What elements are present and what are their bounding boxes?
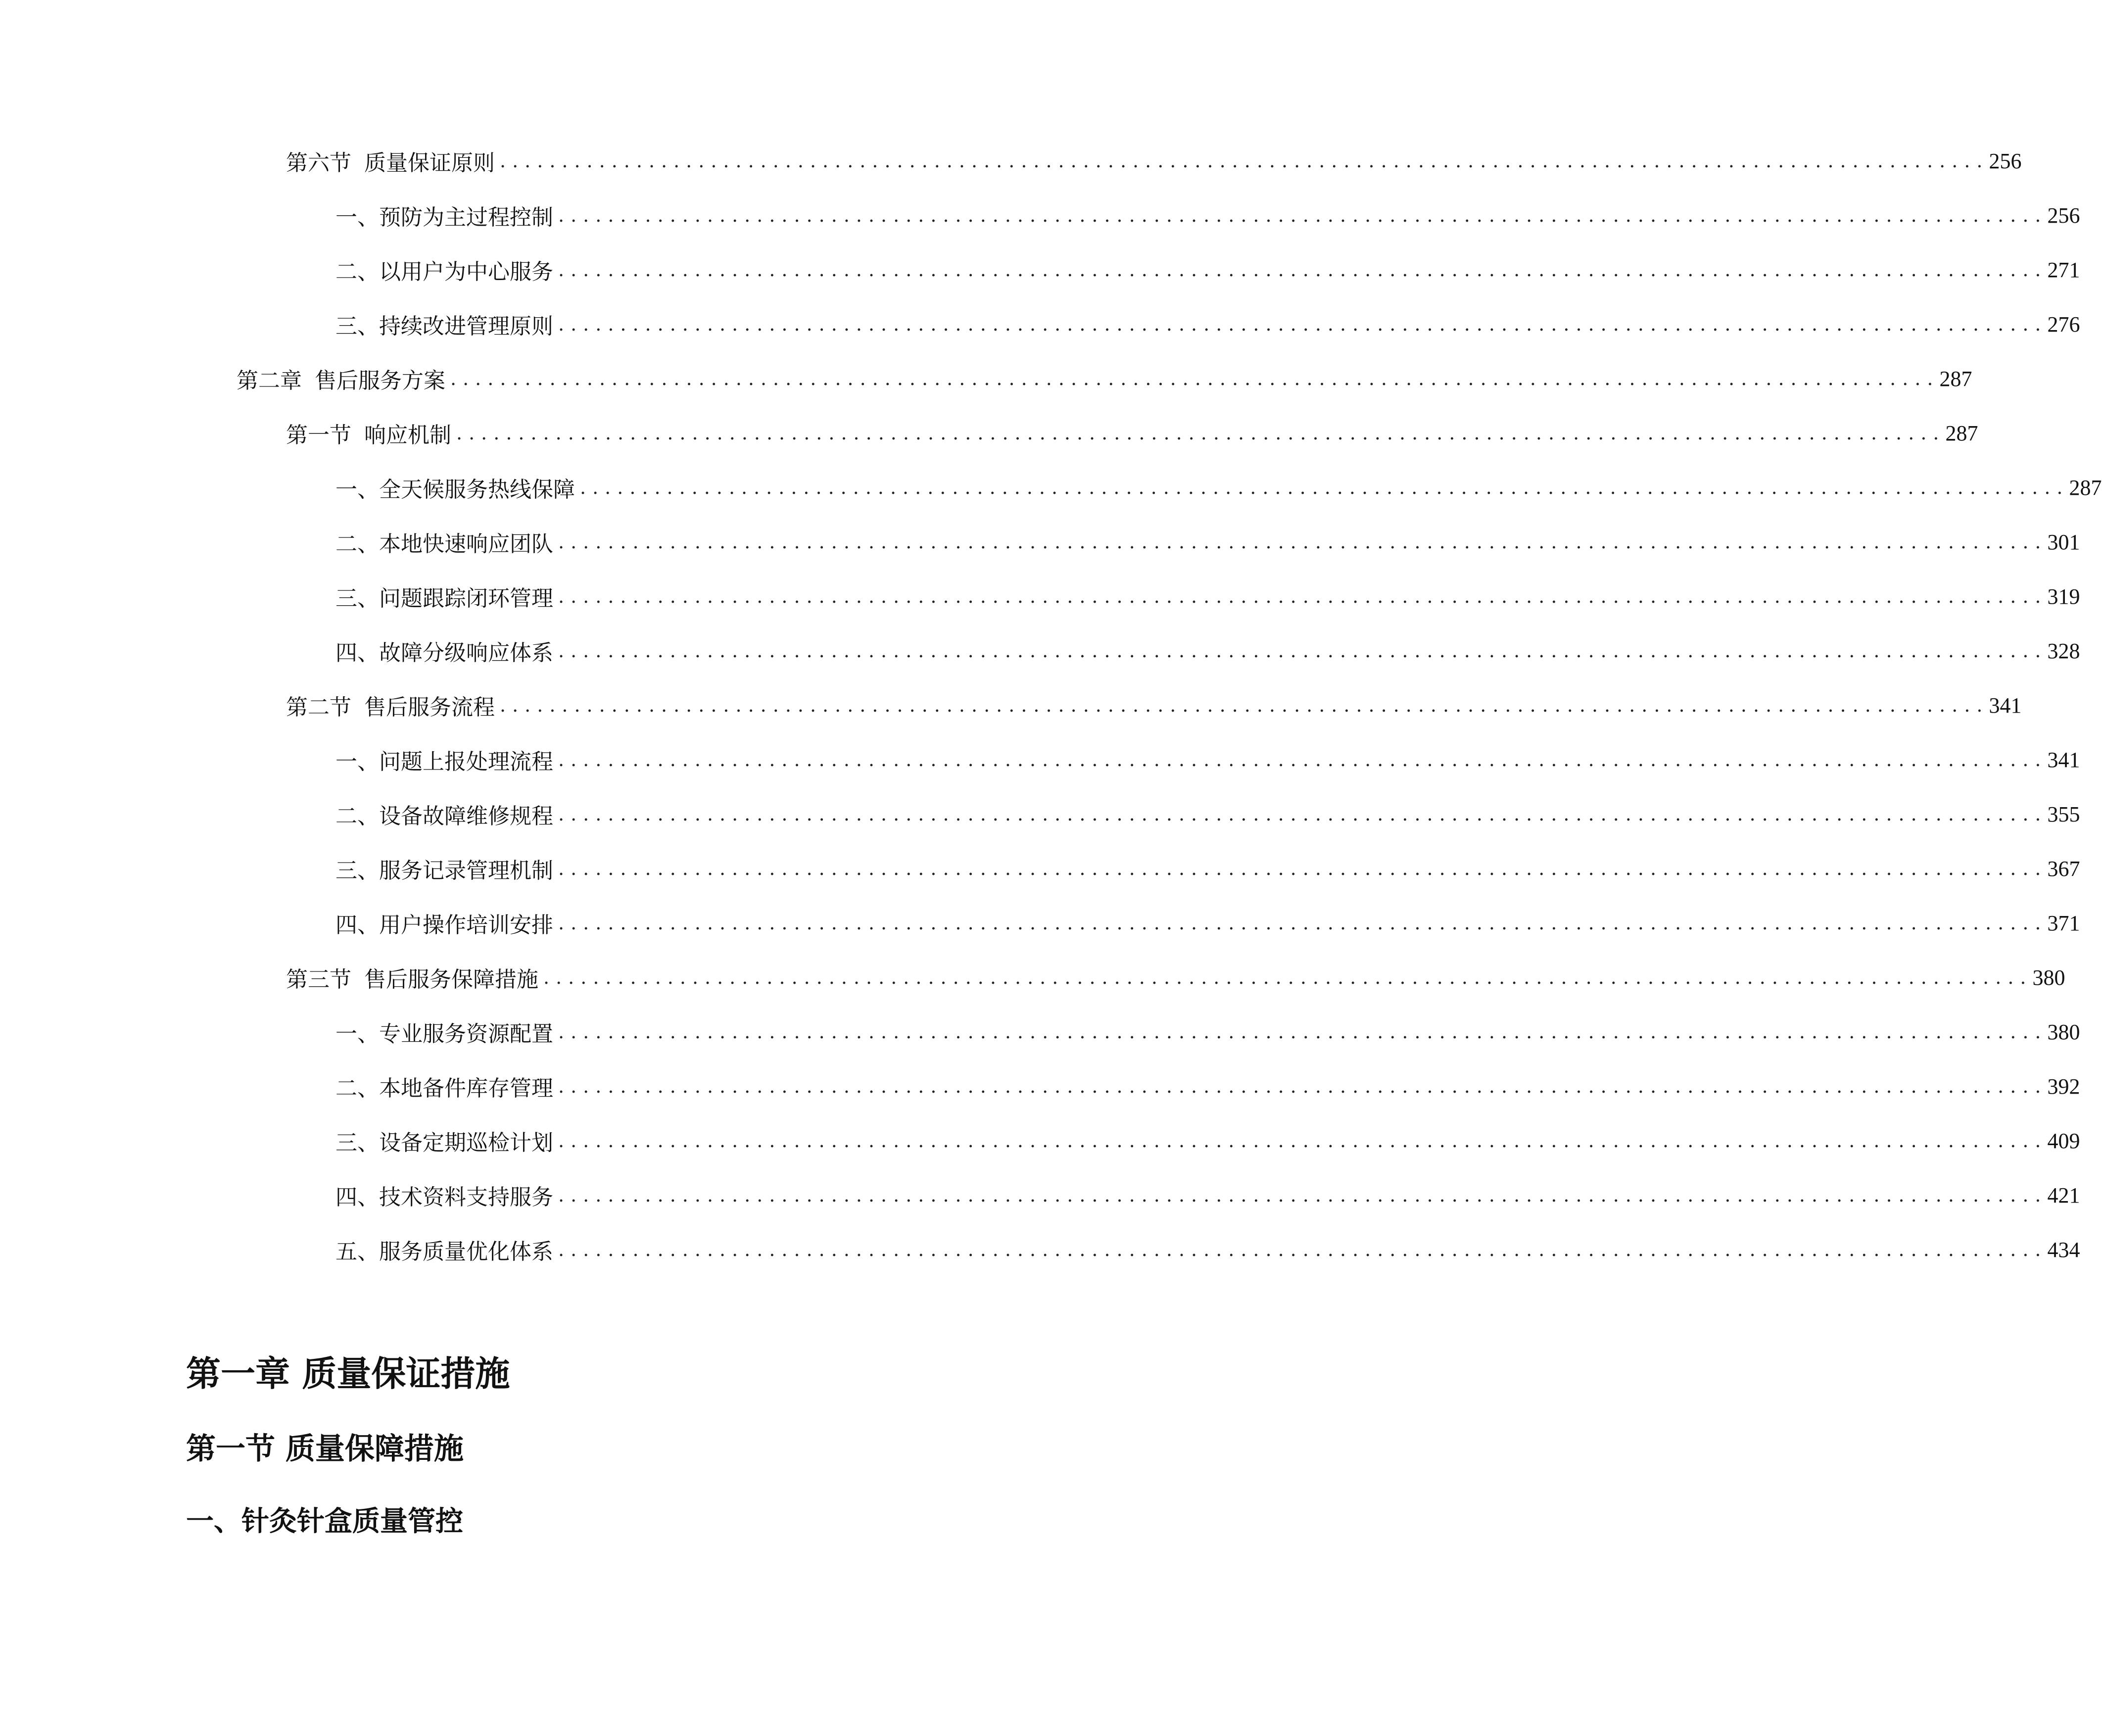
toc-entry-number: 一、 [335, 477, 379, 502]
toc-dot-leader: ........................................................................................................................ [558, 1239, 2048, 1260]
toc-page-number: 341 [1989, 693, 2022, 718]
toc-entry[interactable] [335, 525, 2080, 559]
toc-entry-title: 故障分级响应体系 [379, 640, 553, 666]
toc-entry-title: 技术资料支持服务 [379, 1185, 553, 1210]
toc-entry-title: 用户操作培训安排 [379, 913, 553, 938]
toc-entry[interactable] [335, 906, 2080, 940]
toc-page-number: 380 [2032, 965, 2065, 990]
toc-entry[interactable] [335, 797, 2080, 831]
toc-page-number: 271 [2047, 257, 2080, 282]
toc-entry-number: 二、 [335, 531, 379, 557]
toc-entry-number: 三、 [335, 586, 379, 611]
toc-entry[interactable] [286, 688, 2022, 723]
toc-entry-number: 二、 [335, 1076, 379, 1101]
toc-entry-title: 售后服务保障措施 [364, 967, 538, 992]
toc-entry[interactable] [286, 144, 2022, 178]
toc-dot-leader: ........................................................................................................................ [558, 858, 2048, 879]
toc-entry-title: 服务质量优化体系 [379, 1239, 553, 1264]
toc-section-label: 第二节 [286, 695, 351, 720]
toc-dot-leader: ........................................................................................................................ [543, 966, 2033, 988]
toc-section-label: 第六节 [286, 150, 351, 176]
toc-dot-leader: ........................................................................................................................ [500, 694, 1989, 716]
toc-dot-leader: ........................................................................................................................ [558, 1130, 2048, 1152]
subsection-heading: 一、针灸针盒质量管控 [186, 1505, 463, 1538]
toc-dot-leader: ........................................................................................................................ [580, 477, 2069, 498]
toc-entry-number: 五、 [335, 1239, 379, 1264]
toc-entry[interactable] [335, 307, 2080, 341]
toc-entry-number: 一、 [335, 205, 379, 230]
toc-entry-number: 四、 [335, 913, 379, 938]
toc-entry-title: 质量保证原则 [364, 150, 495, 176]
toc-entry[interactable] [286, 960, 2065, 995]
toc-entry-number: 三、 [335, 1130, 379, 1156]
chapter-heading: 第一章 质量保证措施 [186, 1353, 510, 1394]
toc-page-number: 276 [2047, 312, 2080, 337]
toc-page-number: 392 [2047, 1074, 2080, 1099]
toc-entry[interactable] [335, 1123, 2080, 1158]
toc-entry-title: 售后服务流程 [364, 695, 495, 720]
toc-page-number: 421 [2047, 1183, 2080, 1207]
toc-entry-number: 二、 [335, 259, 379, 285]
toc-page-number: 256 [1989, 148, 2022, 173]
toc-entry-title: 响应机制 [364, 423, 451, 448]
toc-dot-leader: ........................................................................................................................ [558, 912, 2048, 934]
toc-dot-leader: ........................................................................................................................ [558, 749, 2048, 771]
toc-dot-leader: ........................................................................................................................ [558, 640, 2048, 662]
toc-entry-title: 本地备件库存管理 [379, 1076, 553, 1101]
toc-dot-leader: ........................................................................................................................ [500, 150, 1989, 172]
toc-dot-leader: ........................................................................................................................ [558, 313, 2048, 335]
toc-entry-number: 四、 [335, 640, 379, 666]
toc-page-number: 341 [2047, 747, 2080, 772]
toc-page-number: 380 [2047, 1019, 2080, 1044]
toc-chapter-label: 第二章 [237, 368, 302, 393]
toc-entry[interactable] [335, 198, 2080, 233]
toc-dot-leader: ........................................................................................................................ [558, 531, 2048, 553]
toc-entry[interactable] [335, 1014, 2080, 1049]
toc-entry-number: 三、 [335, 858, 379, 883]
toc-entry-number: 一、 [335, 1021, 379, 1047]
toc-entry[interactable] [335, 633, 2080, 668]
toc-entry-title: 预防为主过程控制 [379, 205, 553, 230]
toc-section-label: 第三节 [286, 967, 351, 992]
toc-dot-leader: ........................................................................................................................ [558, 204, 2048, 226]
toc-entry-number: 一、 [335, 749, 379, 774]
toc-page-number: 371 [2047, 911, 2080, 935]
toc-entry-title: 设备故障维修规程 [379, 804, 553, 829]
toc-entry[interactable] [286, 416, 1978, 450]
toc-entry[interactable] [335, 252, 2080, 287]
toc-entry-title: 问题跟踪闭环管理 [379, 586, 553, 611]
toc-entry-title: 以用户为中心服务 [379, 259, 553, 285]
toc-page-number: 328 [2047, 638, 2080, 663]
toc-entry[interactable] [335, 1069, 2080, 1104]
toc-entry[interactable] [335, 579, 2080, 614]
toc-entry[interactable] [335, 851, 2080, 886]
toc-dot-leader: ........................................................................................................................ [558, 1184, 2048, 1206]
toc-entry-title: 本地快速响应团队 [379, 531, 553, 557]
toc-page-number: 287 [2069, 475, 2102, 500]
toc-page-number: 355 [2047, 802, 2080, 826]
toc-entry-title: 设备定期巡检计划 [379, 1130, 553, 1156]
toc-page-number: 256 [2047, 203, 2080, 228]
toc-entry-number: 四、 [335, 1185, 379, 1210]
toc-section-label: 第一节 [286, 423, 351, 448]
toc-dot-leader: ........................................................................................................................ [558, 1075, 2048, 1097]
toc-entry-title: 问题上报处理流程 [379, 749, 553, 774]
toc-page-number: 319 [2047, 584, 2080, 609]
toc-entry-title: 持续改进管理原则 [379, 314, 553, 339]
toc-entry[interactable] [335, 1178, 2080, 1212]
toc-entry[interactable] [335, 742, 2080, 777]
toc-page-number: 287 [1945, 421, 1978, 445]
toc-entry-number: 二、 [335, 804, 379, 829]
toc-page-number: 301 [2047, 530, 2080, 554]
toc-entry-number: 三、 [335, 314, 379, 339]
toc-dot-leader: ........................................................................................................................ [450, 368, 1940, 389]
toc-entry[interactable] [335, 1232, 2080, 1267]
toc-entry-title: 服务记录管理机制 [379, 858, 553, 883]
section-heading: 第一节 质量保障措施 [186, 1432, 464, 1466]
toc-page-number: 367 [2047, 856, 2080, 881]
toc-dot-leader: ........................................................................................................................ [558, 585, 2048, 607]
toc-page-number: 409 [2047, 1128, 2080, 1153]
toc-dot-leader: ........................................................................................................................ [558, 1021, 2048, 1043]
toc-entry-title: 全天候服务热线保障 [379, 477, 575, 502]
toc-entry-title: 专业服务资源配置 [379, 1021, 553, 1047]
toc-dot-leader: ........................................................................................................................ [456, 422, 1946, 444]
toc-entry[interactable] [335, 470, 2102, 505]
toc-entry-title: 售后服务方案 [315, 368, 445, 393]
toc-page-number: 434 [2047, 1237, 2080, 1262]
toc-dot-leader: ........................................................................................................................ [558, 803, 2048, 825]
toc-page-number: 287 [1939, 366, 1972, 391]
toc-dot-leader: ........................................................................................................................ [558, 259, 2048, 281]
toc-entry[interactable] [237, 361, 1972, 396]
